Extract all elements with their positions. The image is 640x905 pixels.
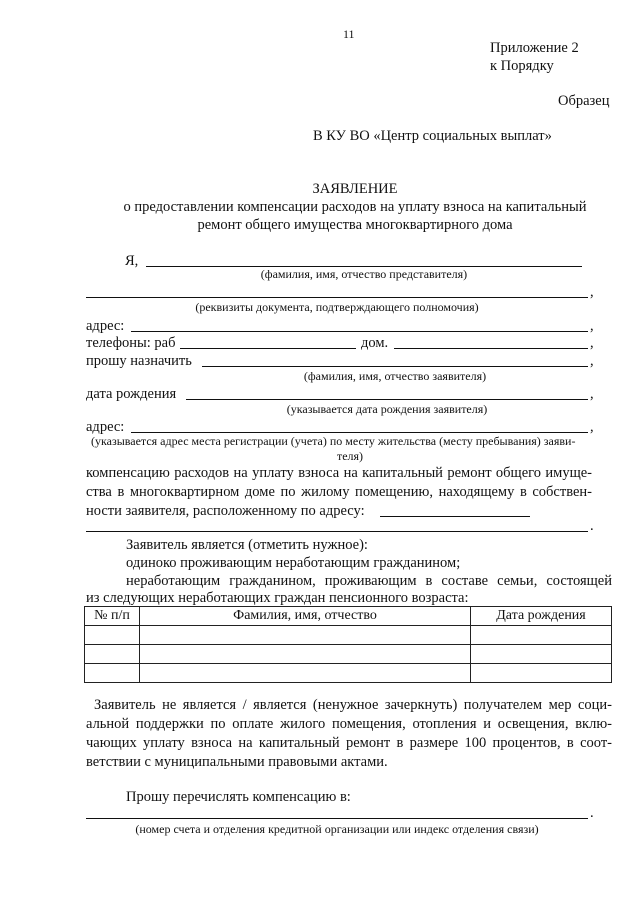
property-address-field-2[interactable]: [86, 531, 588, 532]
col-number-header: № п/п: [85, 607, 140, 626]
table-cell[interactable]: [471, 626, 612, 645]
period: .: [590, 518, 594, 534]
title-line-2: ремонт общего имущества многоквартирного дома: [197, 217, 513, 233]
body-line-3: ности заявителя, расположенному по адресу:: [86, 503, 365, 519]
body-line-2: ства в многоквартирном доме по жилому помещению, находящему в собствен-: [86, 484, 592, 500]
applicant-option-2-line-2: из следующих неработающих граждан пенсионного возраста:: [86, 590, 469, 606]
table-cell[interactable]: [140, 645, 471, 664]
applicant-option-1[interactable]: одиноко проживающим неработающим гражданином;: [126, 555, 461, 571]
residence-address-field[interactable]: [131, 432, 588, 433]
notice-line-4: ветствии с муниципальными правовыми актами.: [86, 754, 388, 770]
birth-label: дата рождения: [86, 386, 177, 402]
applicant-intro: Заявитель является (отметить нужное):: [126, 537, 368, 553]
pensioners-table: [84, 606, 612, 683]
appendix-line-2: к Порядку: [490, 58, 554, 74]
address2-hint-1: (указывается адрес места регистрации (учета) по месту жительства (месту пребывания) заяви-: [91, 434, 576, 448]
page-number: 11: [343, 27, 355, 41]
payment-label: Прошу перечислять компенсацию в:: [126, 789, 351, 805]
birth-hint: (указывается дата рождения заявителя): [286, 402, 488, 416]
table-cell[interactable]: [471, 664, 612, 683]
table-cell[interactable]: [85, 626, 140, 645]
birth-date-field[interactable]: [186, 399, 588, 400]
table-row: [85, 664, 612, 683]
notice-line-3: чающих уплату взноса на капитальный ремонт в размере 100 процентов, в соот-: [86, 735, 612, 751]
address2-label: адрес:: [86, 419, 125, 435]
address2-hint-2: теля): [336, 449, 364, 463]
addressee: В КУ ВО «Центр социальных выплат»: [313, 128, 552, 144]
table-cell[interactable]: [85, 664, 140, 683]
home-phone-label: дом.: [361, 335, 389, 351]
comma: ,: [590, 318, 594, 334]
authority-document-field[interactable]: [86, 297, 588, 298]
table-cell[interactable]: [85, 645, 140, 664]
body-line-1: компенсацию расходов на уплату взноса на капитальный ремонт общего имуще-: [86, 465, 592, 481]
comma: ,: [590, 353, 594, 369]
notice-line-2: альной поддержки по оплате жилого помещения, отопления и освещения, вклю-: [86, 716, 612, 732]
sample-label: Образец: [558, 93, 610, 109]
phones-label: телефоны: раб: [86, 335, 176, 351]
address-field[interactable]: [131, 331, 588, 332]
col-name-header: Фамилия, имя, отчество: [140, 607, 471, 626]
appendix-line-1: Приложение 2: [490, 40, 579, 56]
ya-hint: (фамилия, имя, отчество представителя): [260, 267, 468, 281]
ya-label: Я,: [125, 253, 139, 269]
table-header-row: [85, 607, 612, 626]
comma: ,: [590, 386, 594, 402]
title-line-1: о предоставлении компенсации расходов на уплату взноса на капитальный: [123, 199, 587, 215]
table-row: [85, 626, 612, 645]
table-row: [85, 645, 612, 664]
document-title: ЗАЯВЛЕНИЕ: [312, 181, 398, 197]
comma: ,: [590, 419, 594, 435]
property-address-field[interactable]: [380, 516, 530, 517]
table-cell[interactable]: [471, 645, 612, 664]
applicant-name-field[interactable]: [202, 366, 588, 367]
comma: ,: [590, 284, 594, 300]
doc-hint: (реквизиты документа, подтверждающего полномочия): [195, 300, 479, 314]
assign-hint: (фамилия, имя, отчество заявителя): [303, 369, 487, 383]
period: .: [590, 805, 594, 821]
address-label: адрес:: [86, 318, 125, 334]
comma: ,: [590, 335, 594, 351]
table-cell[interactable]: [140, 664, 471, 683]
assign-label: прошу назначить: [86, 353, 192, 369]
payment-account-field[interactable]: [86, 818, 588, 819]
applicant-option-2-line-1[interactable]: неработающим гражданином, проживающим в составе семьи, состоящей: [126, 573, 612, 589]
notice-line-1: Заявитель не является / является (ненужное зачеркнуть) получателем мер соци-: [94, 697, 612, 713]
col-birthdate-header: Дата рождения: [471, 607, 612, 626]
table-cell[interactable]: [140, 626, 471, 645]
payment-hint: (номер счета и отделения кредитной организации или индекс отделения связи): [135, 822, 539, 836]
work-phone-field[interactable]: [180, 348, 356, 349]
home-phone-field[interactable]: [394, 348, 588, 349]
